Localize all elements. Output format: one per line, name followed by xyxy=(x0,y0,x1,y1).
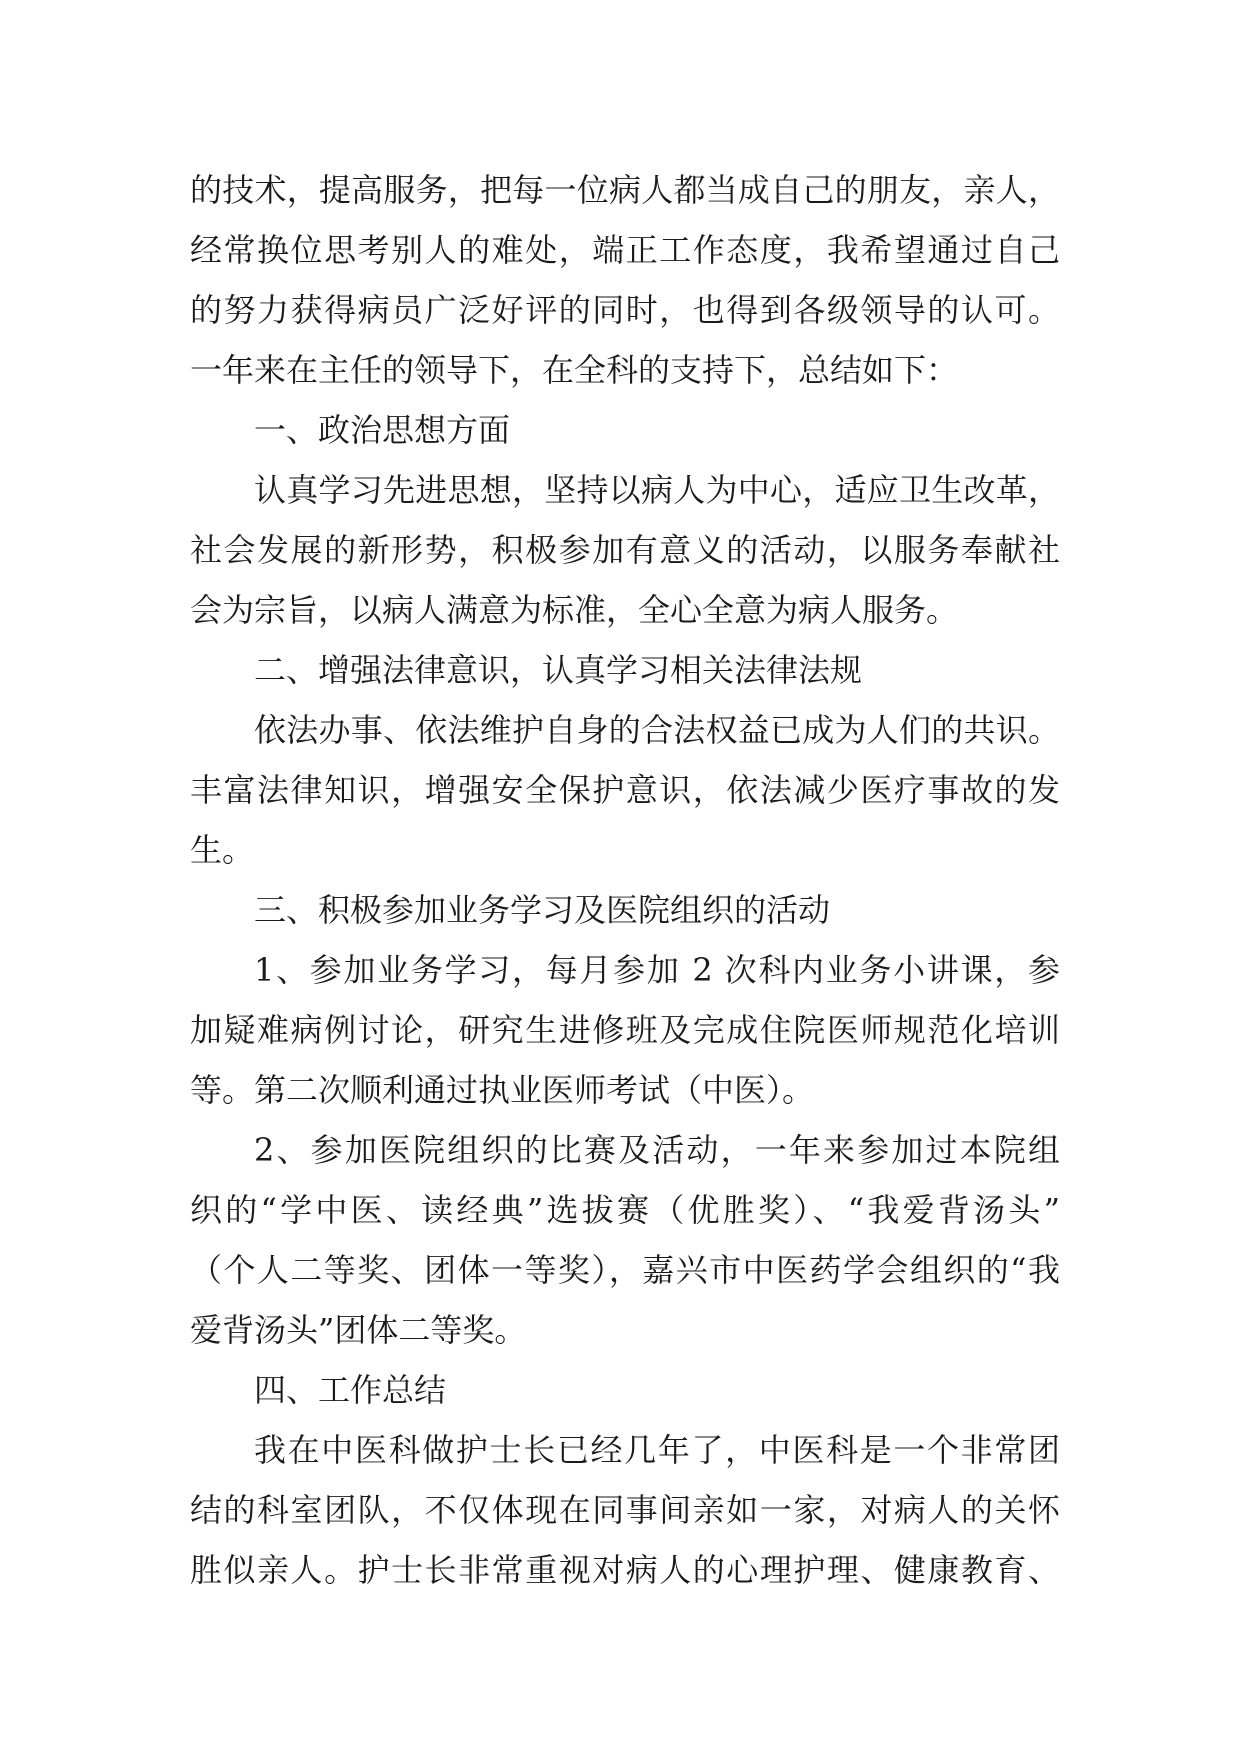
text-line: 胜似亲人。护士长非常重视对病人的心理护理、健康教育、 xyxy=(190,1551,1060,1589)
section-heading: 一、政治思想方面 xyxy=(254,411,511,449)
text-line: 一年来在主任的领导下，在全科的支持下，总结如下： xyxy=(190,351,959,389)
text-line: 经常换位思考别人的难处，端正工作态度，我希望通过自己 xyxy=(190,231,1060,269)
text-line: 的努力获得病员广泛好评的同时，也得到各级领导的认可。 xyxy=(190,291,1060,329)
text-line: 等。第二次顺利通过执业医师考试（中医）。 xyxy=(190,1071,815,1109)
text-line: 加疑难病例讨论，研究生进修班及完成住院医师规范化培训 xyxy=(190,1011,1060,1049)
section-heading: 三、积极参加业务学习及医院组织的活动 xyxy=(254,891,831,929)
text-line: （个人二等奖、团体一等奖），嘉兴市中医药学会组织的“我 xyxy=(190,1251,1060,1289)
text-line: 丰富法律知识，增强安全保护意识，依法减少医疗事故的发 xyxy=(190,771,1060,809)
section-heading: 四、工作总结 xyxy=(254,1371,447,1409)
text-line: 社会发展的新形势，积极参加有意义的活动，以服务奉献社 xyxy=(190,531,1060,569)
text-line: 结的科室团队，不仅体现在同事间亲如一家，对病人的关怀 xyxy=(190,1491,1060,1529)
text-line: 2、参加医院组织的比赛及活动，一年来参加过本院组 xyxy=(254,1131,1060,1169)
text-line: 会为宗旨，以病人满意为标准，全心全意为病人服务。 xyxy=(190,591,959,629)
text-line: 认真学习先进思想，坚持以病人为中心，适应卫生改革， xyxy=(254,471,1060,509)
text-line: 生。 xyxy=(190,831,255,869)
section-heading: 二、增强法律意识，认真学习相关法律法规 xyxy=(254,651,863,689)
text-line: 爱背汤头”团体二等奖。 xyxy=(190,1311,527,1349)
document-body xyxy=(190,160,1060,1600)
text-line: 1、参加业务学习，每月参加 2 次科内业务小讲课，参 xyxy=(254,951,1060,989)
text-line: 织的“学中医、读经典”选拔赛（优胜奖）、“我爱背汤头” xyxy=(190,1191,1060,1229)
text-line: 我在中医科做护士长已经几年了，中医科是一个非常团 xyxy=(254,1431,1060,1469)
text-line: 的技术，提高服务，把每一位病人都当成自己的朋友，亲人， xyxy=(190,171,1060,209)
text-line: 依法办事、依法维护自身的合法权益已成为人们的共识。 xyxy=(254,711,1060,749)
